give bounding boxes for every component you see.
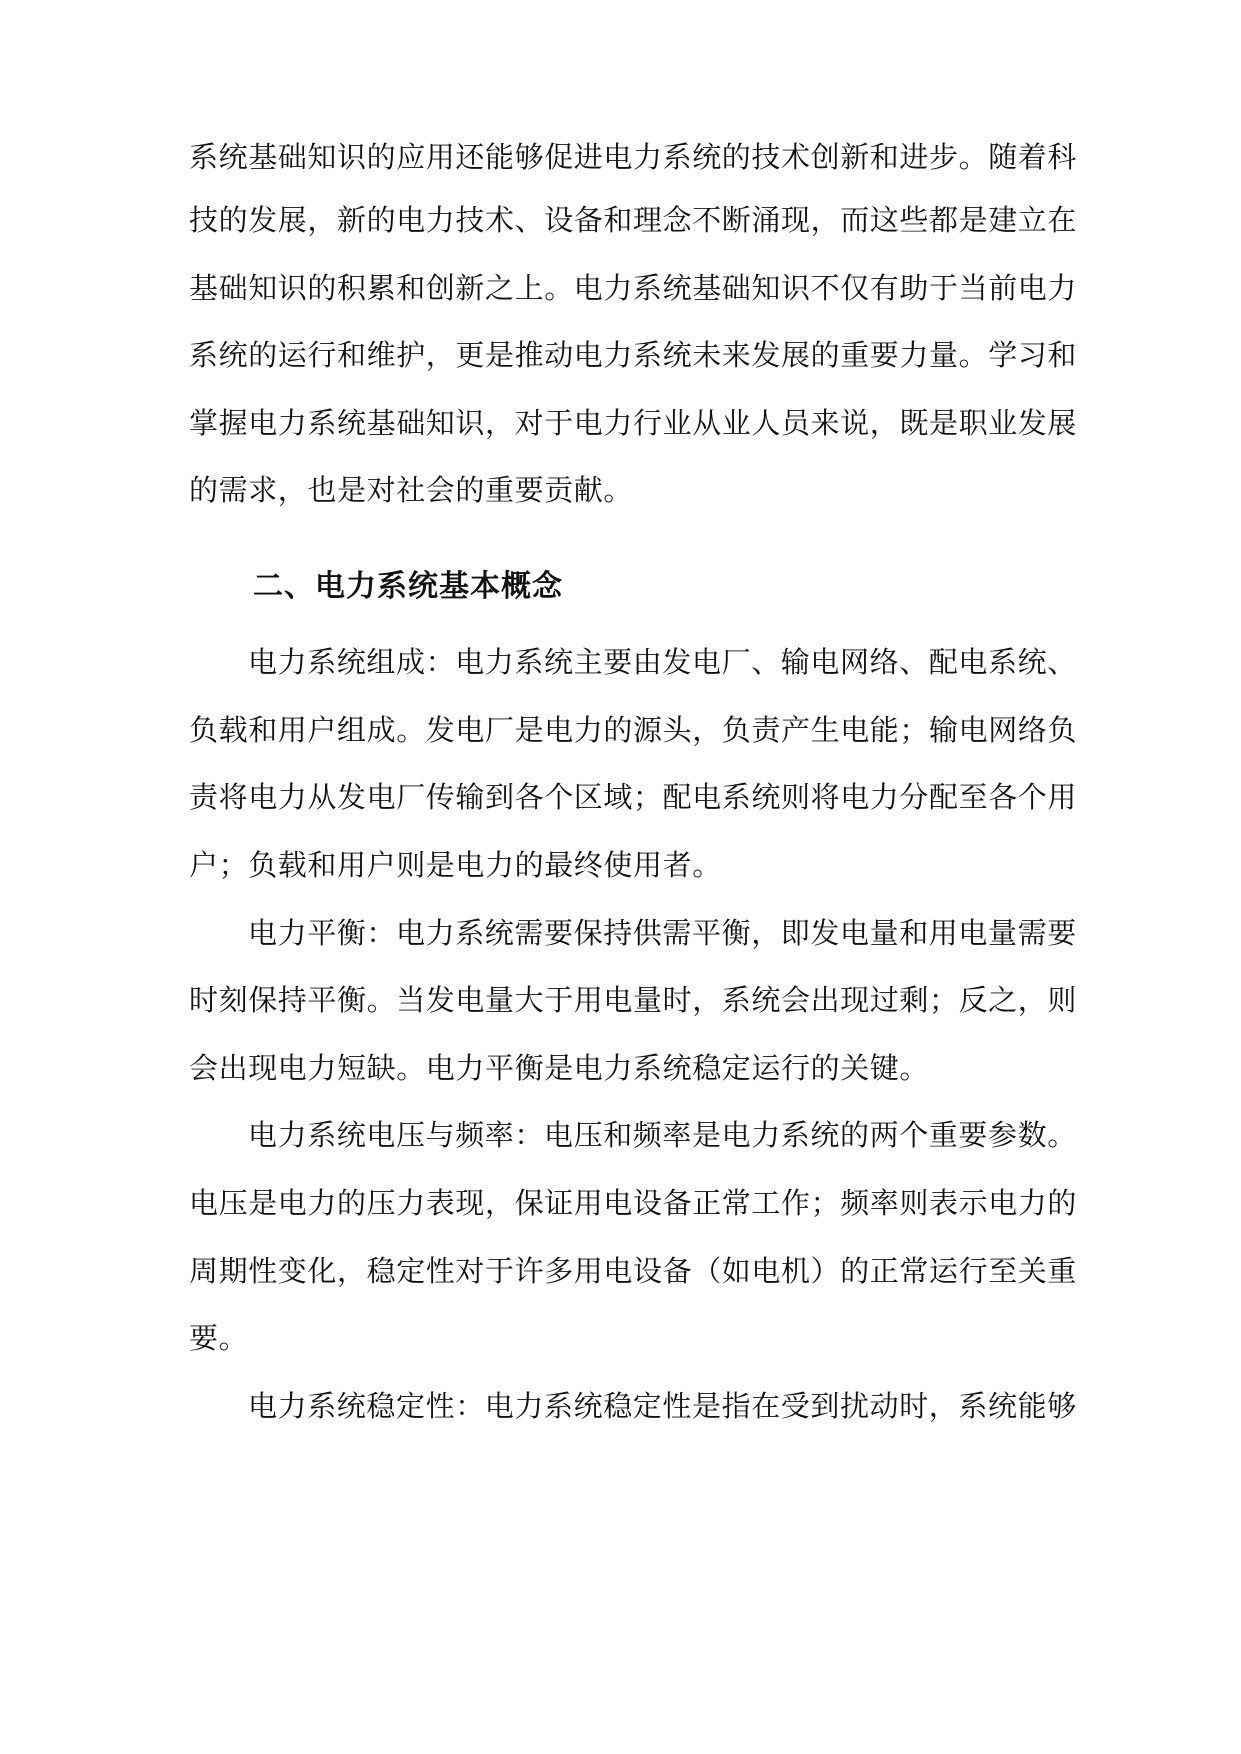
composition-line-4: 户；负载和用户则是电力的最终使用者。	[189, 848, 722, 882]
voltage-line-4: 要。	[189, 1321, 249, 1355]
composition-line-2: 负载和用户组成。发电厂是电力的源头，负责产生电能；输电网络负	[189, 713, 1078, 747]
balance-line-2: 时刻保持平衡。当发电量大于用电量时，系统会出现过剩；反之，则	[189, 983, 1078, 1017]
voltage-line-2: 电压是电力的压力表现，保证用电设备正常工作；频率则表示电力的	[189, 1186, 1078, 1220]
balance-line-3: 会出现电力短缺。电力平衡是电力系统稳定运行的关键。	[189, 1051, 930, 1085]
intro-line-6: 的需求，也是对社会的重要贡献。	[189, 473, 634, 507]
balance-line-1: 电力平衡：电力系统需要保持供需平衡，即发电量和用电量需要	[248, 916, 1077, 950]
intro-line-5: 掌握电力系统基础知识，对于电力行业从业人员来说，既是职业发展	[189, 406, 1078, 440]
intro-line-2: 技的发展，新的电力技术、设备和理念不断涌现，而这些都是建立在	[189, 203, 1078, 237]
composition-line-3: 责将电力从发电厂传输到各个区域；配电系统则将电力分配至各个用	[189, 780, 1078, 814]
intro-line-3: 基础知识的积累和创新之上。电力系统基础知识不仅有助于当前电力	[189, 271, 1078, 305]
composition-line-1: 电力系统组成：电力系统主要由发电厂、输电网络、配电系统、	[248, 645, 1077, 679]
stability-line-1: 电力系统稳定性：电力系统稳定性是指在受到扰动时，系统能够	[248, 1389, 1077, 1423]
voltage-line-1: 电力系统电压与频率：电压和频率是电力系统的两个重要参数。	[248, 1118, 1077, 1152]
section-heading: 二、电力系统基本概念	[253, 569, 563, 604]
voltage-line-3: 周期性变化，稳定性对于许多用电设备（如电机）的正常运行至关重	[189, 1254, 1078, 1288]
intro-line-4: 系统的运行和维护，更是推动电力系统未来发展的重要力量。学习和	[189, 338, 1078, 372]
intro-line-1: 系统基础知识的应用还能够促进电力系统的技术创新和进步。随着科	[189, 140, 1078, 174]
